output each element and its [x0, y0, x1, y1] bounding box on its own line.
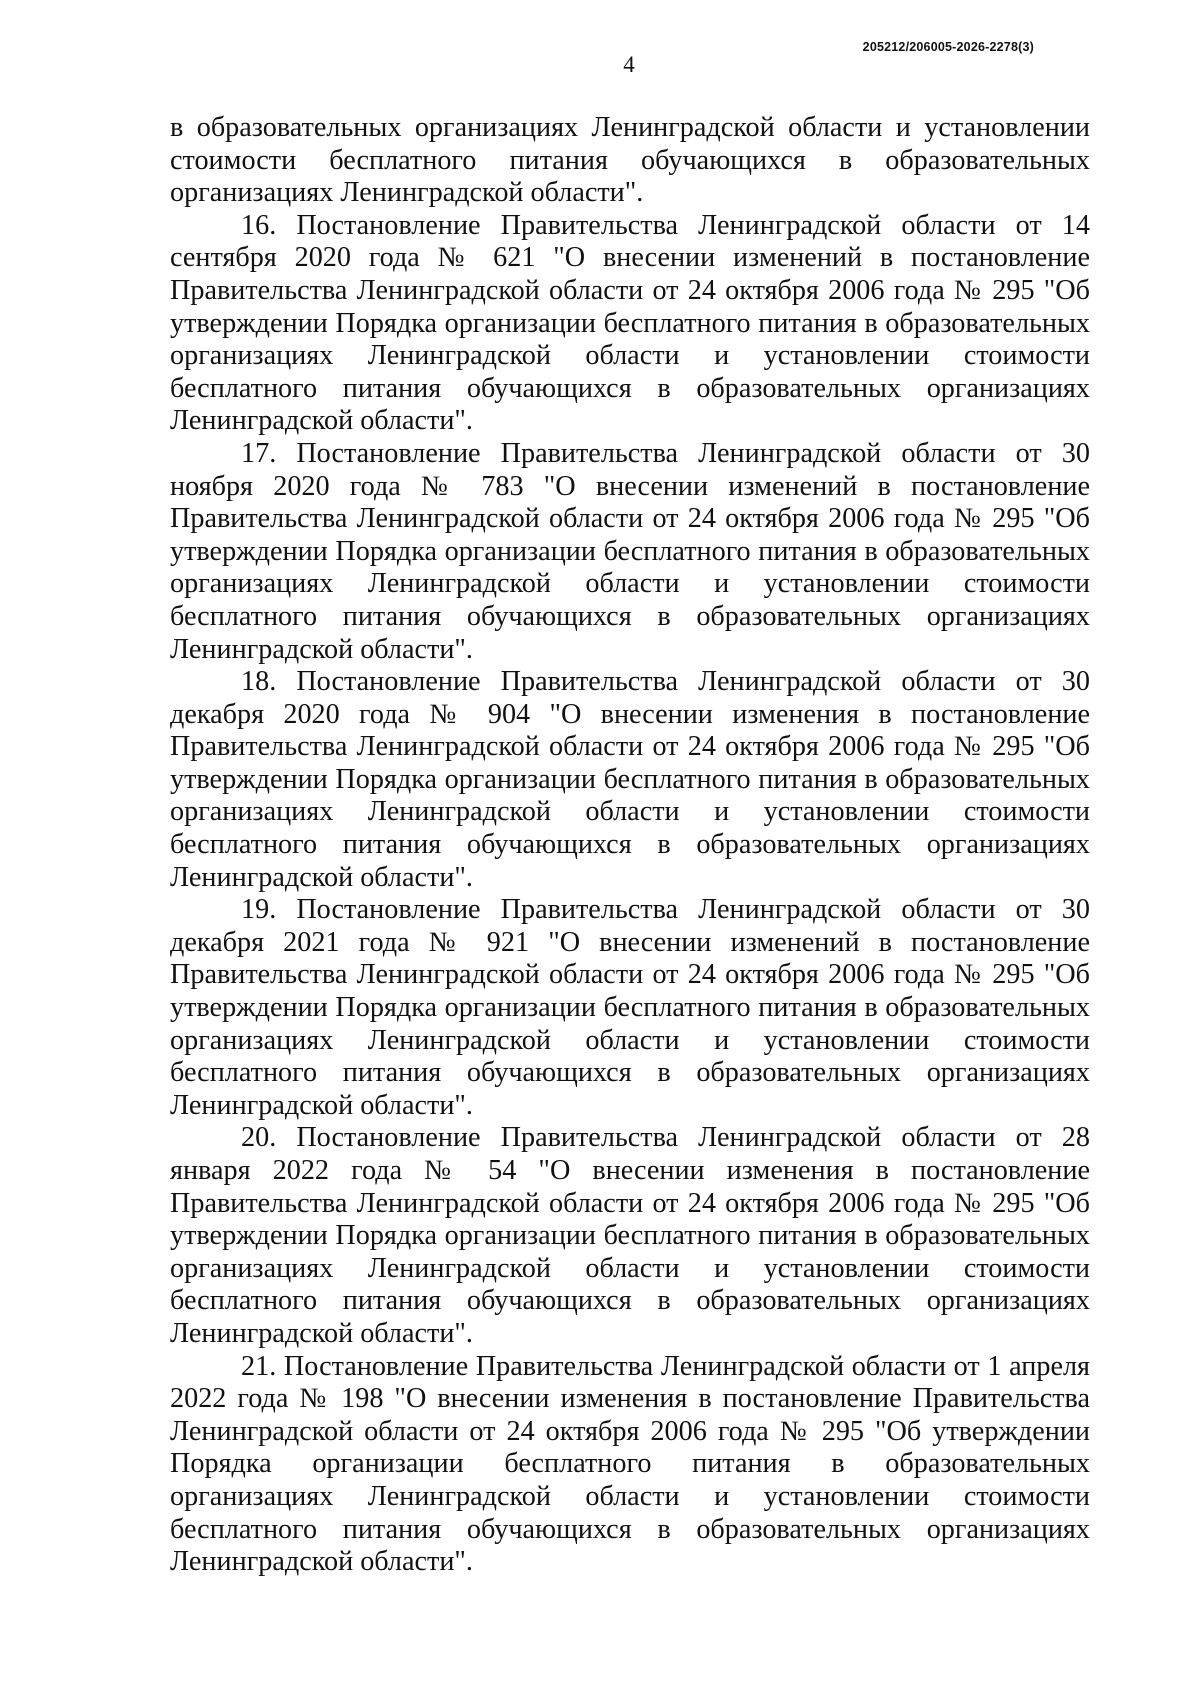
- document-registration-number: 205212/206005-2026-2278(3): [862, 40, 1034, 54]
- list-item-17: 17. Постановление Правительства Ленинградской области от 30 ноября 2020 года № 783 "О внесении изменений в постановление Правительства Ленинградской области от 24 октября 2006 года № 295 "Об утверждении Порядка организации бесплатного питания в образовательных организациях Ленинградской области и установлении стоимости бесплатного питания обучающихся в образовательных организациях Ленинградской области".: [170, 437, 1090, 665]
- list-item-21: 21. Постановление Правительства Ленинградской области от 1 апреля 2022 года № 198 "О внесении изменения в постановление Правительства Ленинградской области от 24 октября 2006 года № 295 "Об утверждении Порядка организации бесплатного питания в образовательных организациях Ленинградской области и установлении стоимости бесплатного питания обучающихся в образовательных организациях Ленинградской области".: [170, 1350, 1090, 1578]
- list-item-20: 20. Постановление Правительства Ленинградской области от 28 января 2022 года № 54 "О внесении изменения в постановление Правительства Ленинградской области от 24 октября 2006 года № 295 "Об утверждении Порядка организации бесплатного питания в образовательных организациях Ленинградской области и установлении стоимости бесплатного питания обучающихся в образовательных организациях Ленинградской области".: [170, 1122, 1090, 1349]
- document-body: [170, 112, 1090, 1579]
- list-item-16: 16. Постановление Правительства Ленинградской области от 14 сентября 2020 года № 621 "О внесении изменений в постановление Правительства Ленинградской области от 24 октября 2006 года № 295 "Об утверждении Порядка организации бесплатного питания в образовательных организациях Ленинградской области и установлении стоимости бесплатного питания обучающихся в образовательных организациях Ленинградской области".: [170, 209, 1090, 437]
- list-item-19: 19. Постановление Правительства Ленинградской области от 30 декабря 2021 года № 921 "О внесении изменений в постановление Правительства Ленинградской области от 24 октября 2006 года № 295 "Об утверждении Порядка организации бесплатного питания в образовательных организациях Ленинградской области и установлении стоимости бесплатного питания обучающихся в образовательных организациях Ленинградской области".: [170, 894, 1090, 1121]
- continuation-paragraph: в образовательных организациях Ленинградской области и установлении стоимости бесплатного питания обучающихся в образовательных организациях Ленинградской области".: [170, 112, 1090, 209]
- page-number: 4: [623, 52, 635, 77]
- list-item-18: 18. Постановление Правительства Ленинградской области от 30 декабря 2020 года № 904 "О внесении изменения в постановление Правительства Ленинградской области от 24 октября 2006 года № 295 "Об утверждении Порядка организации бесплатного питания в образовательных организациях Ленинградской области и установлении стоимости бесплатного питания обучающихся в образовательных организациях Ленинградской области".: [170, 666, 1090, 893]
